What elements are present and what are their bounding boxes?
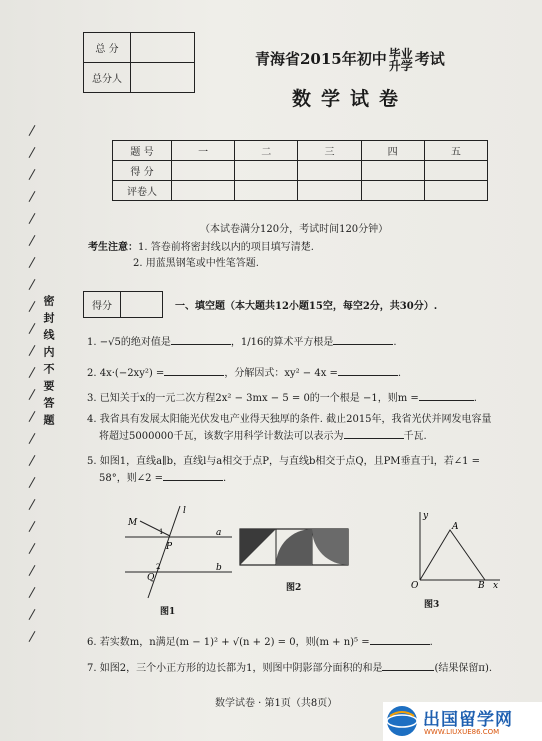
figure-2-caption: 图2: [286, 583, 302, 593]
score-table: [112, 140, 488, 201]
section-score-box: [83, 291, 163, 318]
th-2: 二: [235, 141, 298, 161]
figure-1-caption: 图1: [160, 607, 176, 617]
label-p: P: [166, 542, 173, 552]
total-score-box: [83, 32, 195, 93]
seal-line: [18, 120, 55, 650]
question-1: 1. −√5的绝对值是 ，1/16的算术平方根是 .: [87, 333, 397, 350]
shaded-region-3: [312, 529, 348, 565]
shaded-region-1: [240, 529, 276, 565]
label-a: a: [216, 528, 222, 538]
watermark-en: WWW.LIUXUE86.COM: [424, 728, 500, 736]
section-heading: 一、填空题（本大题共12小题15空，每空2分，共30分）.: [175, 301, 438, 312]
score-cell[interactable]: [424, 161, 487, 181]
section-score-cell[interactable]: [121, 292, 163, 318]
score-cell[interactable]: [361, 161, 424, 181]
globe-icon: [385, 704, 419, 738]
label-l: l: [183, 506, 186, 516]
label-angle-1: 1: [159, 528, 164, 536]
answer-blank[interactable]: [338, 364, 398, 376]
reviewer-label: 总分人: [84, 63, 131, 93]
label-a-point: A: [452, 522, 459, 532]
label-angle-2: 2: [156, 563, 161, 571]
figure-1: [120, 503, 235, 613]
grader-cell[interactable]: [235, 181, 298, 201]
row-grader-label: 评卷人: [113, 181, 172, 201]
total-label: 总 分: [84, 33, 131, 63]
label-m: M: [128, 518, 138, 528]
seal-line-text: 密封线内不要答题: [42, 295, 55, 431]
reviewer-cell[interactable]: [131, 63, 195, 93]
question-7: 7. 如图2，三个小正方形的边长都为1，则图中阴影部分面积的和是 (结果保留π).: [87, 659, 492, 676]
question-6: 6. 若实数m，n满足(m − 1)² + √(n + 2) = 0，则(m + n)⁵ = .: [87, 633, 433, 650]
notice: 考生注意：1. 答卷前将密封线以内的项目填写清楚. 2. 用蓝黑钢笔或中性笔答题.: [88, 242, 314, 269]
question-3: 3. 已知关于x的一元二次方程2x² − 3mx − 5 = 0的一个根是 −1，则m = .: [87, 389, 477, 406]
grader-cell[interactable]: [424, 181, 487, 201]
subject-title: 数学试卷: [292, 88, 409, 110]
label-q: Q: [147, 573, 155, 583]
score-cell[interactable]: [172, 161, 235, 181]
question-4: 4. 我省具有发展太阳能光伏发电产业得天独厚的条件. 截止2015年，我省光伏并网发电容量 将超过5000000千瓦，该数字用科学计数法可以表示为 千瓦.: [87, 414, 492, 442]
watermark-logo: [383, 702, 542, 741]
score-cell[interactable]: [298, 161, 361, 181]
label-o: O: [411, 581, 419, 588]
label-x: x: [493, 581, 499, 588]
answer-blank[interactable]: [382, 659, 434, 671]
answer-blank[interactable]: [171, 333, 231, 345]
line-l: [148, 506, 180, 598]
row-score-label: 得 分: [113, 161, 172, 181]
section-score-label: 得分: [84, 292, 121, 318]
segment-pm: [140, 521, 170, 536]
figure-3-caption: 图3: [424, 600, 440, 610]
page-footer: 数学试卷 · 第1页（共8页）: [215, 698, 338, 709]
label-b: b: [216, 563, 222, 573]
watermark-cn: 出国留学网: [423, 710, 513, 730]
th-number: 题 号: [113, 141, 172, 161]
score-cell[interactable]: [235, 161, 298, 181]
answer-blank[interactable]: [164, 364, 224, 376]
answer-blank[interactable]: [344, 427, 404, 439]
th-4: 四: [361, 141, 424, 161]
answer-blank[interactable]: [370, 633, 430, 645]
grader-cell[interactable]: [298, 181, 361, 201]
question-2: 2. 4x·(−2xy²) = ，分解因式：xy² − 4x = .: [87, 364, 401, 381]
th-5: 五: [424, 141, 487, 161]
exam-title: 青海省2015年初中 毕业 升学 考试: [255, 47, 445, 73]
th-1: 一: [172, 141, 235, 161]
question-5: 5. 如图1，直线a∥b，直线l与a相交于点P，与直线b相交于点Q，且PM垂直于l，若∠1 = 58°，则∠2 = .: [87, 456, 481, 484]
figure-2: [238, 527, 350, 571]
triangle-oab: [420, 530, 485, 580]
label-y: y: [423, 511, 429, 521]
label-b-point: B: [478, 581, 485, 588]
grader-cell[interactable]: [172, 181, 235, 201]
exam-info: （本试卷满分120分，考试时间120分钟）: [200, 224, 389, 235]
answer-blank[interactable]: [419, 389, 474, 401]
total-cell[interactable]: [131, 33, 195, 63]
figure-3: [395, 508, 505, 588]
th-3: 三: [298, 141, 361, 161]
answer-blank[interactable]: [333, 333, 393, 345]
grader-cell[interactable]: [361, 181, 424, 201]
answer-blank[interactable]: [163, 469, 223, 481]
shaded-region-2: [276, 529, 312, 565]
